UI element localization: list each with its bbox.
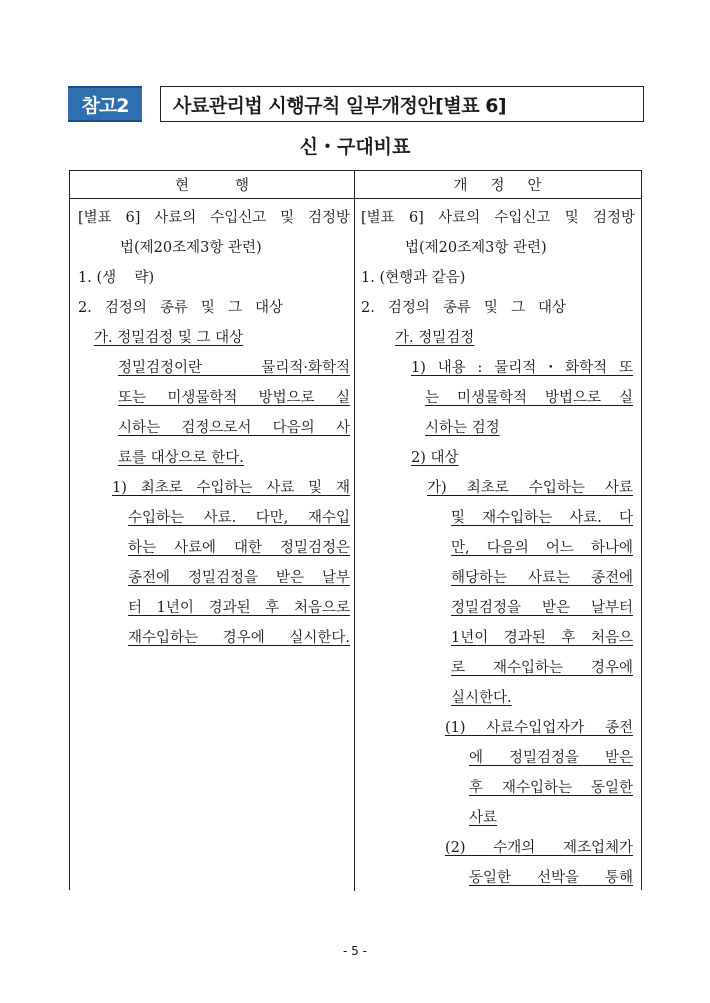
comparison-table-title: 신・구대비표 [299, 136, 411, 158]
text-line: 종전에 정밀검정을 받은 날부 [128, 570, 350, 586]
text-line: 1. (현행과 같음) [361, 270, 466, 286]
text-line: 1년이 경과된 후 처음으 [451, 630, 633, 646]
text-line: 1) 내용 : 물리적・화학적 또 [411, 360, 633, 376]
header-row [68, 86, 644, 122]
text-line: 실시한다. [451, 690, 512, 706]
text-line: 후 재수입하는 동일한 [469, 780, 633, 796]
text-line: 가. 정밀검정 [395, 330, 475, 346]
text-line: 또는 미생물학적 방법으로 실 [118, 390, 350, 406]
text-line: 로 재수입하는 경우에 [451, 660, 633, 676]
reference-badge: 참고2 [68, 86, 142, 122]
text-line: 정밀검정을 받은 날부터 [451, 600, 633, 616]
text-line: [별표 6] 사료의 수입신고 및 검정방 [361, 210, 635, 226]
column-divider [354, 171, 355, 891]
text-line: 해당하는 사료는 종전에 [451, 570, 633, 586]
text-line: 1) 최초로 수입하는 사료 및 재 [112, 480, 350, 496]
text-line: 1. (생 략) [78, 270, 155, 286]
text-line: [별표 6] 사료의 수입신고 및 검정방 [78, 210, 350, 226]
text-line: (2) 수개의 제조업체가 [445, 840, 633, 856]
column-header-current: 현 행 [70, 171, 354, 199]
text-line: 재수입하는 경우에 실시한다. [128, 630, 350, 646]
text-line: 수입하는 사료. 다만, 재수입 [128, 510, 350, 526]
text-line: (1) 사료수입업자가 종전 [445, 720, 633, 736]
text-line: 가. 정밀검정 및 그 대상 [94, 330, 244, 346]
page-number: - 5 - [343, 944, 367, 958]
text-line: 는 미생물학적 방법으로 실 [425, 390, 633, 406]
text-line: 2. 검정의 종류 및 그 대상 [361, 300, 566, 316]
text-line: 동일한 선박을 통해 [469, 870, 633, 886]
text-line: 에 정밀검정을 받은 [469, 750, 633, 766]
text-line: 법(제20조제3항 관련) [120, 240, 262, 256]
column-header-revised: 개 정 안 [354, 171, 641, 199]
text-line: 하는 사료에 대한 정밀검정은 [128, 540, 350, 556]
text-line: 가) 최초로 수입하는 사료 [427, 480, 633, 496]
text-line: 정밀검정이란 물리적·화학적 [118, 360, 350, 376]
text-line: 터 1년이 경과된 후 처음으로 [128, 600, 350, 616]
text-line: 만, 다음의 어느 하나에 [451, 540, 633, 556]
text-line: 2. 검정의 종류 및 그 대상 [78, 300, 283, 316]
text-line: 료를 대상으로 한다. [118, 450, 244, 466]
text-line: 시하는 검정 [425, 420, 500, 436]
document-title: 사료관리법 시행규칙 일부개정안[별표 6] [160, 86, 644, 122]
text-line: 및 재수입하는 사료. 다 [451, 510, 633, 526]
comparison-table [69, 170, 642, 890]
text-line: 시하는 검정으로서 다음의 사 [118, 420, 350, 436]
text-line: 2) 대상 [411, 450, 459, 466]
text-line: 법(제20조제3항 관련) [405, 240, 547, 256]
text-line: 사료 [469, 810, 498, 826]
